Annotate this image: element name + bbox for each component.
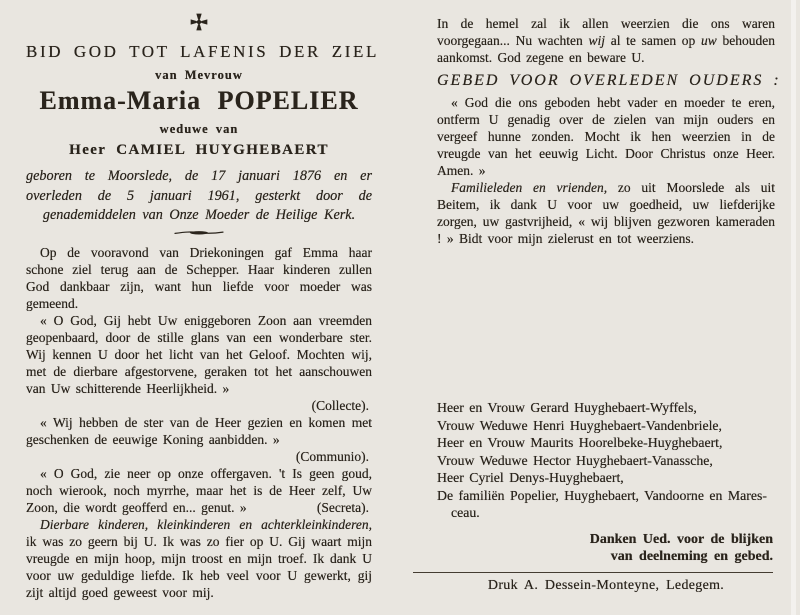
family-list-item: De familiën Popelier, Huyghebaert, Vandoorne en Maresceau. (437, 487, 767, 520)
reunion-italic-uw: uw (701, 33, 717, 48)
family-list-item: Heer en Vrouw Gerard Huyghebaert-Wyffels, (437, 400, 697, 415)
friends-lead: Familieleden en vrienden, (451, 180, 608, 195)
communio-prayer: « Wij hebben de ster van de Heer gezien en komen met geschenken de eeuwige Koning aanbidden. » (26, 414, 372, 447)
right-page (400, 0, 800, 615)
farewell-lead: Dierbare kinderen, kleinkinderen en achterkleinkinderen, (40, 516, 372, 532)
printer-divider-rule (413, 572, 773, 573)
friends-rest: zo uit Moorslede als uit Beitem, ik dank U voor uw goedheid, uw liefderijke zorgen, uw gastvrijheid, « wij blijven gezworen kameraden ! » Bidt voor mijn zielerust en tot weerziens. (437, 180, 776, 246)
flourish-divider-icon (26, 228, 372, 238)
maltese-cross-icon (26, 12, 372, 34)
communio-source: (Communio). (295, 448, 369, 464)
thanks-line-2: van deelneming en gebed. (610, 549, 773, 564)
prayer-heading: GEBED VOOR OVERLEDEN OUDERS : (437, 72, 781, 89)
family-list-item: Vrouw Weduwe Hector Huyghebaert-Vanassche, (437, 452, 713, 468)
farewell-paragraph (26, 516, 372, 601)
intro-paragraph: Op de vooravond van Driekoningen gaf Emma haar schone ziel terug aan de Schepper. Haar kinderen zullen God dankbaar zijn, want hun liefde voor moeder was gemeend. (26, 244, 372, 311)
reunion-paragraph (437, 15, 775, 66)
family-list-item: Vrouw Weduwe Henri Huyghebaert-Vandenbriele, (437, 417, 723, 433)
deceased-name: Emma-Maria POPELIER (39, 86, 359, 115)
thanks-note (437, 531, 775, 566)
family-list (437, 399, 775, 522)
husband-name: Heer CAMIEL HUYGHEBAERT (69, 142, 329, 158)
farewell-rest: ik was zo geern bij U. Ik was zo fier op U. Gij waart mijn vreugde en mijn hoop, mijn troost en mijn troef. Ik dank U voor uw geduldige liefde. Ik heb veel voor U gewerkt, gij zijt altijd goed geweest voor mij. (26, 533, 372, 600)
reunion-text-2: al te samen op (604, 33, 702, 48)
reunion-text-1: In de hemel zal ik allen weerzien die ons waren voorgegaan... Nu wachten (437, 16, 775, 48)
life-summary: geboren te Moorslede, de 17 januari 1876 en er overleden de 5 januari 1961, gesterkt door de genademiddelen van Onze Moeder de Heilige Kerk. (26, 168, 372, 223)
secreta-prayer (26, 465, 372, 516)
left-page-body (26, 244, 372, 601)
family-list-item: Heer en Vrouw Maurits Hoorelbeke-Huyghebaert, (437, 435, 723, 450)
friends-paragraph (437, 179, 775, 247)
collect-source: (Collecte). (311, 397, 369, 413)
printer-credit: Druk A. Dessein-Monteyne, Ledegem. (487, 577, 725, 593)
secreta-text: « O God, zie neer op onze offergaven. 't Is geen goud, noch wierook, noch myrrhe, maar het is de Heer zelf, Uw Zoon, die wordt geofferd en... genut. » (26, 465, 372, 515)
reunion-italic-wij: wij (588, 33, 605, 48)
reunion-text-3: behouden aankomst. God zegene en beware U. (437, 33, 775, 65)
of-mrs-label: van Mevrouw (155, 68, 243, 82)
widow-of-label: weduwe van (159, 122, 239, 136)
card-title: BID GOD TOT LAFENIS DER ZIEL (26, 42, 379, 61)
family-list-item: Heer Cyriel Denys-Huyghebaert, (437, 470, 624, 485)
thanks-line-1: Danken Ued. voor de blijken (589, 531, 773, 547)
blank-space (437, 247, 775, 399)
parents-prayer: « God die ons geboden hebt vader en moeder te eren, ontferm U genadig over de zielen van mijn ouders en vergeef hunne zonden. Mocht ik hen weerzien in de vreugde van het eeuwig Licht. Door Christus onze Heer. Amen. » (437, 95, 775, 178)
secreta-source: (Secreta). (316, 499, 369, 515)
collect-prayer: « O God, Gij hebt Uw eniggeboren Zoon aan vreemden geopenbaard, door de stille glans van een wonderbare ster. Wij kennen U door het licht van het Geloof. Mochten wij, met de dierbare afgestorvene, geraken tot het aanschouwen van Uw schitterende Heerlijkheid. » (26, 312, 372, 396)
